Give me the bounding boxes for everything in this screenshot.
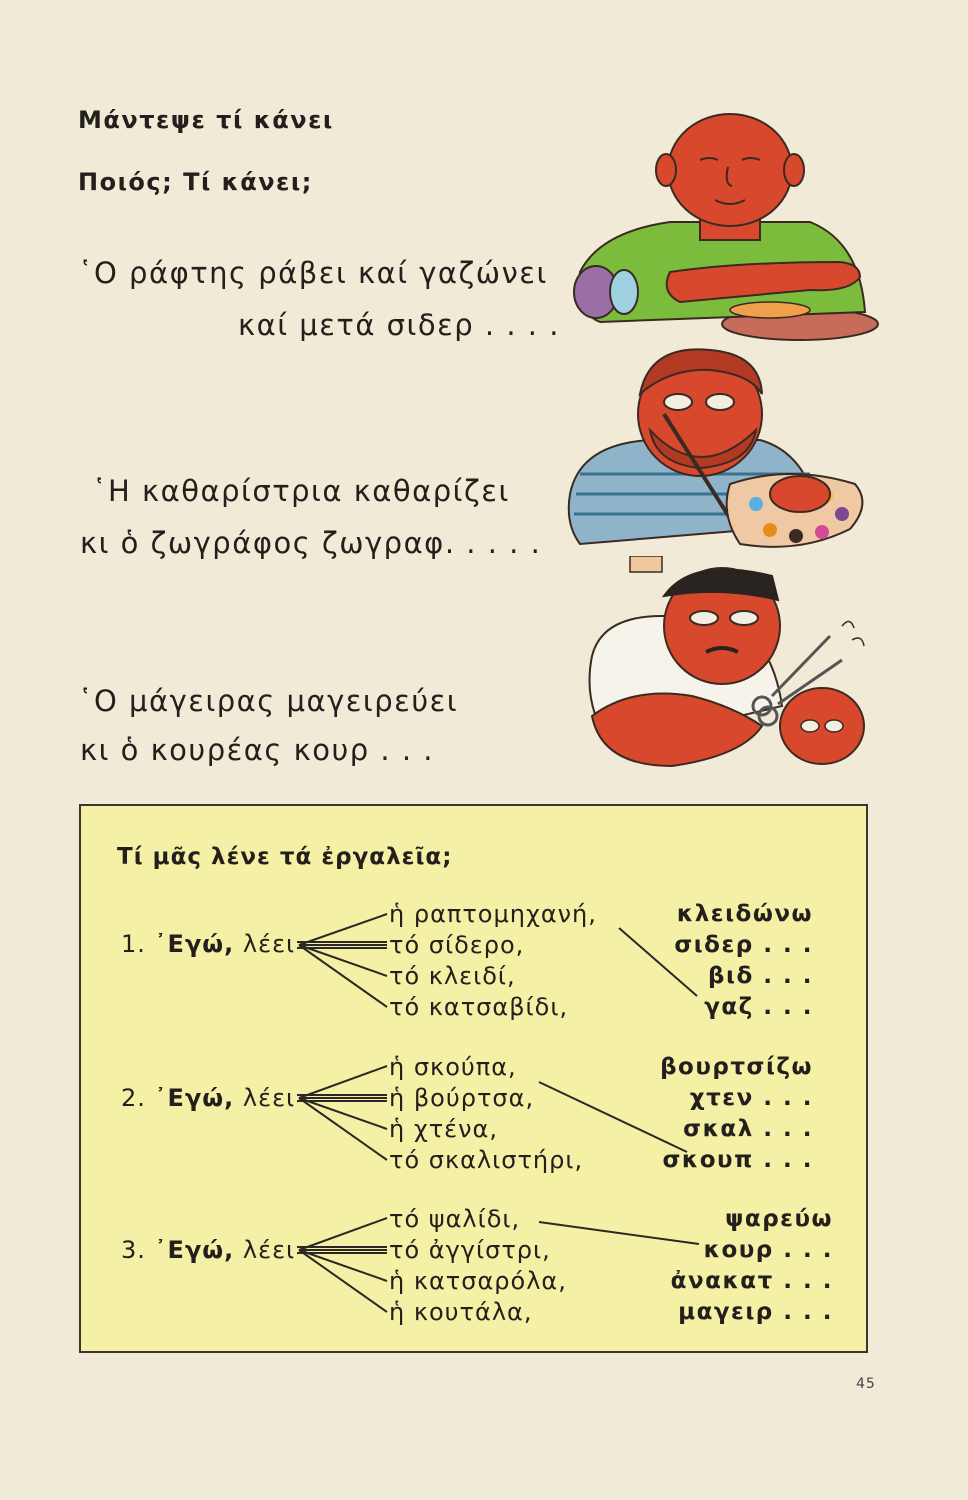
group-3-tool-2: τό ἀγγίστρι, bbox=[389, 1236, 551, 1264]
group-2-tool-4: τό σκαλιστήρι, bbox=[389, 1146, 584, 1174]
group-3-verb-1: ψαρεύω bbox=[725, 1206, 833, 1232]
group-3-tool-1: τό ψαλίδι, bbox=[389, 1205, 521, 1233]
group-2-verb-1: βουρτσίζω bbox=[660, 1054, 813, 1080]
verse-line-1b: καί μετά σιδερ . . . . bbox=[238, 308, 560, 342]
group-1-verb-2: σιδερ . . . bbox=[674, 932, 813, 958]
group-3-label: 3. ᾽Εγώ, λέει bbox=[121, 1236, 296, 1264]
group-2-tool-1: ἡ σκούπα, bbox=[389, 1053, 517, 1081]
group-2-verb-4: σκουπ . . . bbox=[662, 1147, 813, 1173]
group-3-verb-4: μαγειρ . . . bbox=[678, 1299, 833, 1325]
group-1-tool-2: τό σίδερο, bbox=[389, 931, 525, 959]
group-3-verb-2: κουρ . . . bbox=[703, 1237, 833, 1263]
group-2-verb-3: σκαλ . . . bbox=[683, 1116, 813, 1142]
page-heading: Μάντεψε τί κάνει bbox=[78, 106, 334, 134]
group-2-tool-2: ἡ βούρτσα, bbox=[389, 1084, 535, 1112]
group-2-tool-3: ἡ χτένα, bbox=[389, 1115, 498, 1143]
group-3-tool-3: ἡ κατσαρόλα, bbox=[389, 1267, 567, 1295]
group-1-verb-3: βιδ . . . bbox=[708, 963, 813, 989]
group-1-tool-4: τό κατσαβίδι, bbox=[389, 993, 569, 1021]
verse-line-3b: κι ὁ κουρέας κουρ . . . bbox=[80, 733, 434, 767]
group-1-verb-4: γαζ . . . bbox=[704, 994, 813, 1020]
group-3-tool-4: ἡ κουτάλα, bbox=[389, 1298, 533, 1326]
group-2-verb-2: χτεν . . . bbox=[689, 1085, 813, 1111]
verse-line-2a: ῾Η καθαρίστρια καθαρίζει bbox=[92, 474, 510, 508]
box-title: Τί μᾶς λένε τά ἐργαλεῖα; bbox=[117, 844, 453, 870]
verse-line-2b: κι ὁ ζωγράφος ζωγραφ. . . . . bbox=[80, 526, 542, 560]
group-1-verb-1: κλειδώνω bbox=[676, 901, 813, 927]
painter-illustration bbox=[560, 344, 880, 556]
group-3-verb-3: ἀνακατ . . . bbox=[670, 1268, 833, 1294]
group-1-tool-3: τό κλειδί, bbox=[389, 962, 516, 990]
page-number: 45 bbox=[856, 1376, 876, 1392]
tailor-illustration bbox=[560, 112, 880, 344]
barber-illustration bbox=[572, 556, 872, 776]
page-subheading: Ποιός; Τί κάνει; bbox=[78, 168, 313, 196]
group-1-label: 1. ᾽Εγώ, λέει bbox=[121, 930, 296, 958]
group-2-label: 2. ᾽Εγώ, λέει bbox=[121, 1084, 296, 1112]
verse-line-1a: ῾Ο ράφτης ράβει καί γαζώνει bbox=[78, 256, 548, 290]
verse-line-3a: ῾Ο μάγειρας μαγειρεύει bbox=[78, 684, 459, 718]
group-1-tool-1: ἡ ραπτομηχανή, bbox=[389, 900, 597, 928]
tools-exercise-box bbox=[79, 804, 868, 1353]
